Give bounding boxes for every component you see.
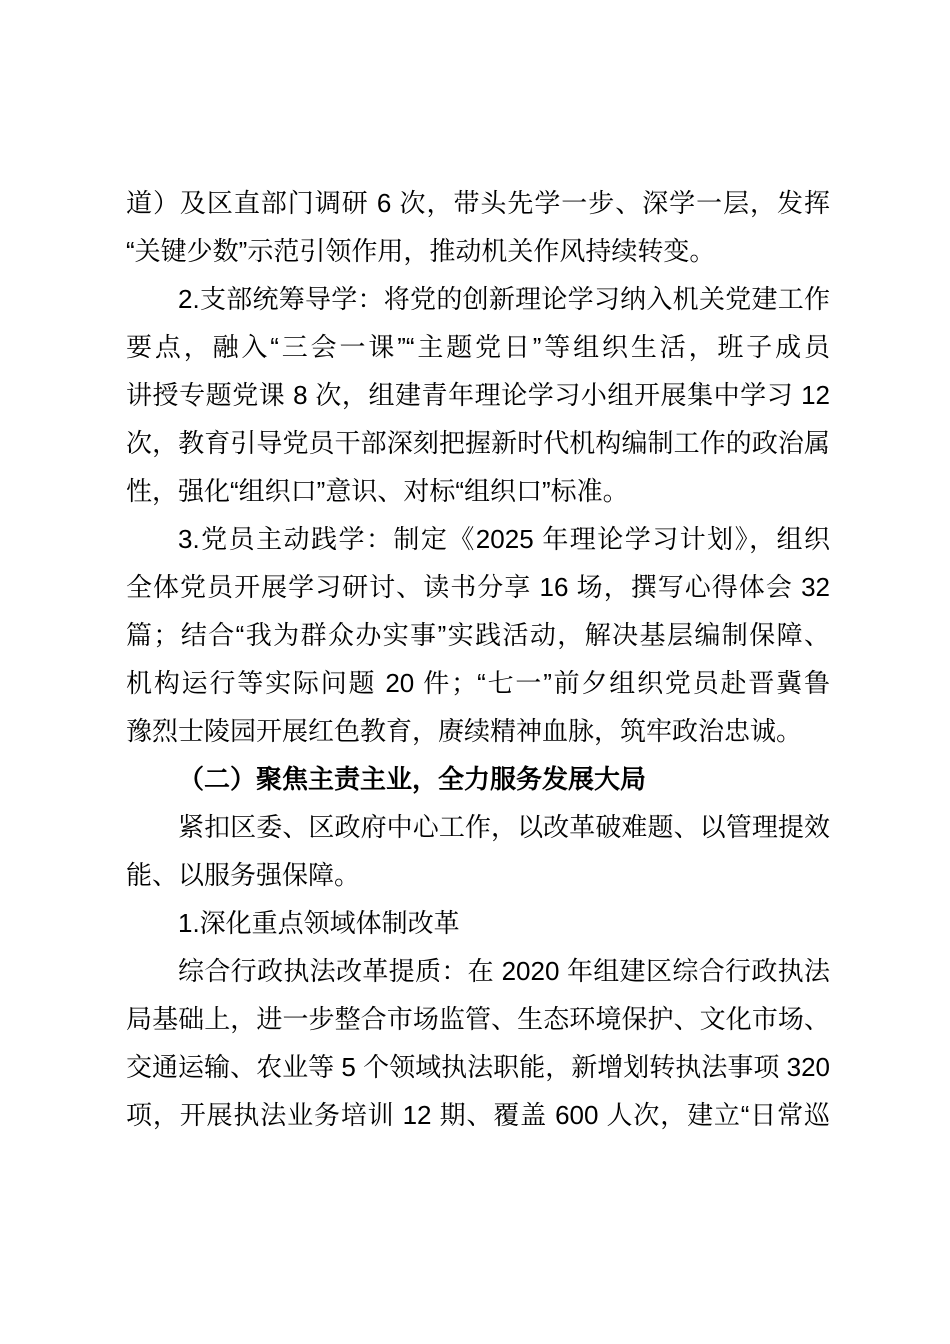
paragraph-text-line: “关键少数”示范引领作用，推动机关作风持续转变。 bbox=[126, 236, 716, 266]
paragraph-text-line: 交通运输、农业等 5 个领域执法职能，新增划转执法事项 320 bbox=[126, 1052, 830, 1082]
paragraph-text-line: 性，强化“组织口”意识、对标“组织口”标准。 bbox=[126, 476, 629, 506]
paragraph-text-line: 讲授专题党课 8 次，组建青年理论学习小组开展集中学习 12 bbox=[126, 380, 830, 410]
paragraph-text-line: 篇；结合“我为群众办实事”实践活动，解决基层编制保障、 bbox=[126, 620, 830, 650]
paragraph-text-line: 道）及区直部门调研 6 次，带头先学一步、深学一层，发挥 bbox=[126, 188, 830, 218]
paragraph-text-line: 1.深化重点领域体制改革 bbox=[178, 908, 460, 938]
paragraph-text-line: 局基础上，进一步整合市场监管、生态环境保护、文化市场、 bbox=[126, 1004, 830, 1034]
paragraph-text-line: 机构运行等实际问题 20 件；“七一”前夕组织党员赴晋冀鲁 bbox=[126, 668, 830, 698]
paragraph-text-line: 能、以服务强保障。 bbox=[126, 860, 361, 890]
paragraph-text-line: 要点，融入“三会一课”“主题党日”等组织生活，班子成员 bbox=[126, 332, 830, 362]
paragraph-text-line: 次，教育引导党员干部深刻把握新时代机构编制工作的政治属 bbox=[126, 428, 830, 458]
paragraph-text-line: 项，开展执法业务培训 12 期、覆盖 600 人次，建立“日常巡 bbox=[126, 1100, 830, 1130]
paragraph-text-line: 全体党员开展学习研讨、读书分享 16 场，撰写心得体会 32 bbox=[126, 572, 830, 602]
paragraph-text-line: 综合行政执法改革提质：在 2020 年组建区综合行政执法 bbox=[178, 956, 830, 986]
paragraph-text-line: 豫烈士陵园开展红色教育，赓续精神血脉，筑牢政治忠诚。 bbox=[126, 716, 803, 746]
paragraph-text-line: 3.党员主动践学：制定《2025 年理论学习计划》，组织 bbox=[178, 524, 830, 554]
paragraph-text-line: 紧扣区委、区政府中心工作，以改革破难题、以管理提效 bbox=[178, 812, 830, 842]
document-text-block bbox=[126, 179, 830, 1139]
section-heading-line: （二）聚焦主责主业，全力服务发展大局 bbox=[178, 764, 647, 794]
paragraph-text-line: 2.支部统筹导学：将党的创新理论学习纳入机关党建工作 bbox=[178, 284, 830, 314]
